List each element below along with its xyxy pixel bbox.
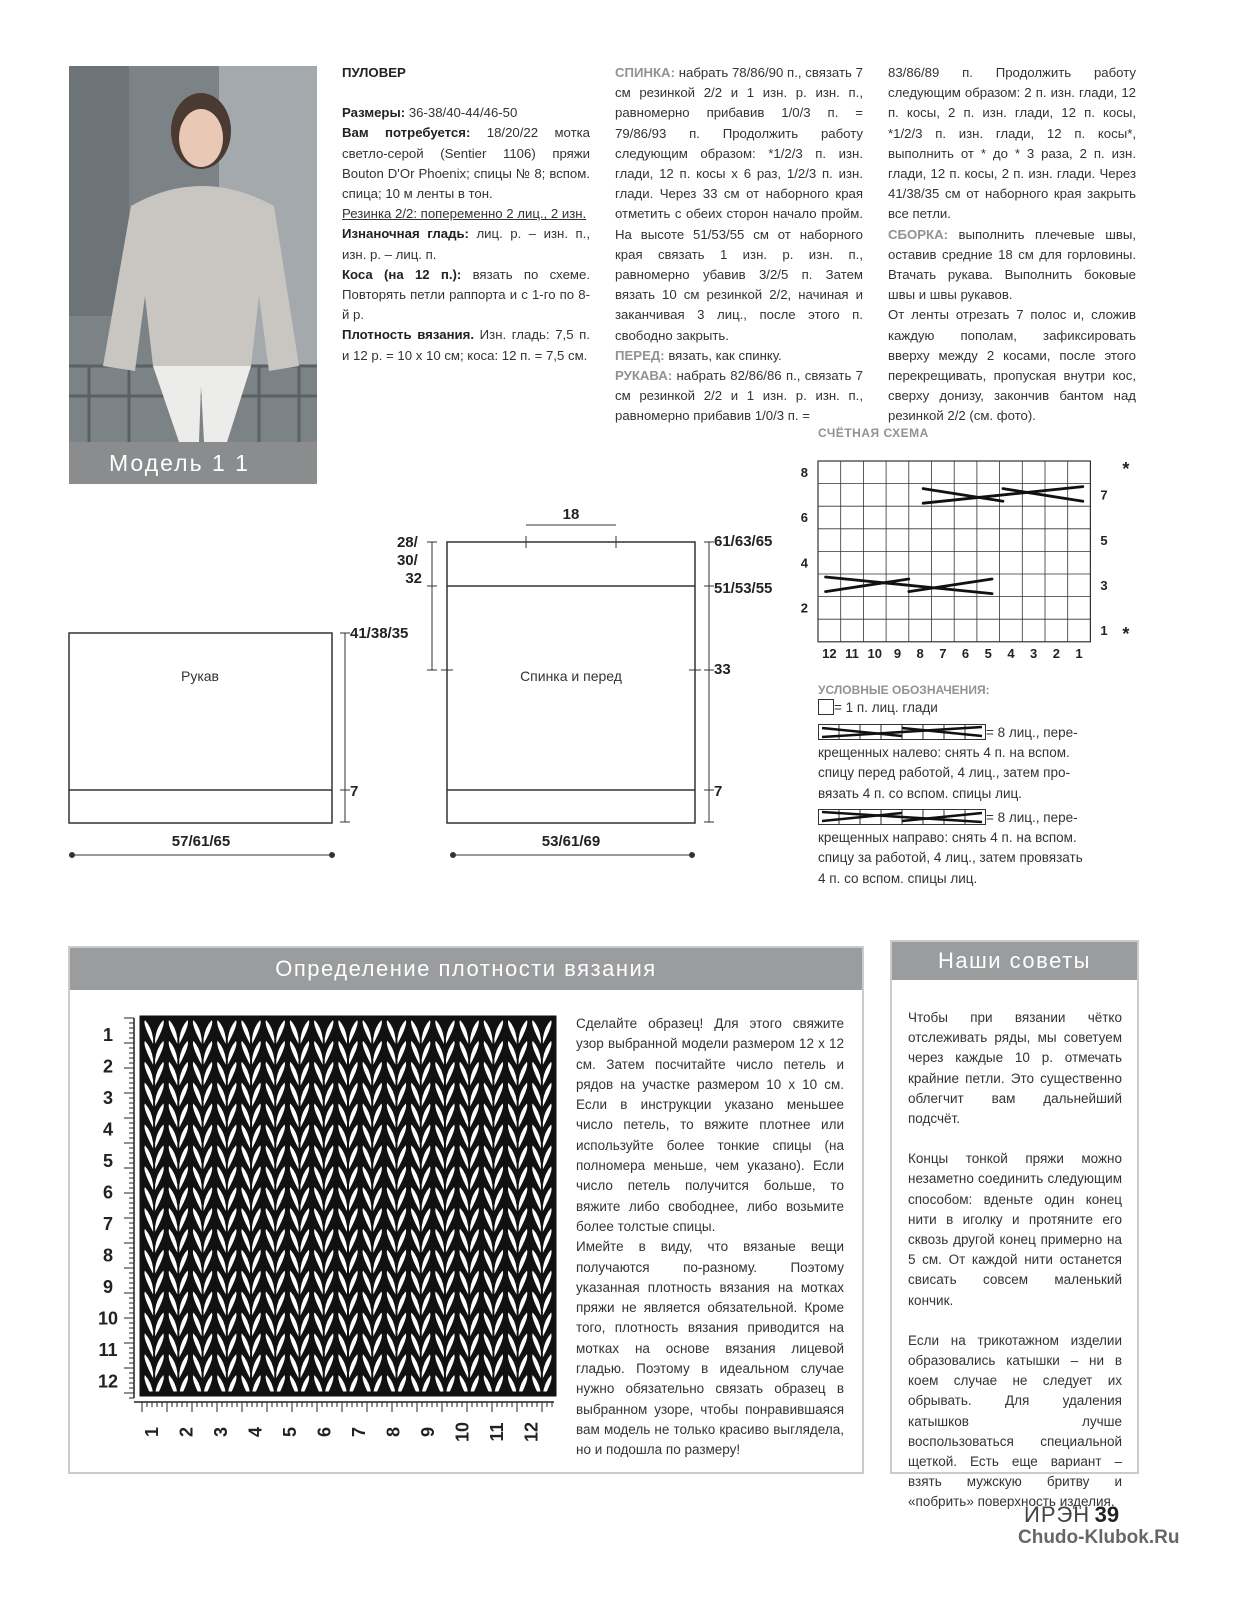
legend-item2-l1: = 8 лиц., пере- <box>986 725 1078 740</box>
legend-item-right-cross <box>818 808 1148 889</box>
cable-label: Коса (на 12 п.): <box>342 266 462 282</box>
sleeve-label: Рукав <box>181 668 219 684</box>
photo-illustration <box>69 66 317 484</box>
chart-col-number: 2 <box>1052 645 1060 661</box>
ruler-number: 7 <box>349 1426 369 1438</box>
armhole-mark-label: 33 <box>714 661 731 678</box>
ruler-number: 11 <box>98 1339 118 1360</box>
legend-item2-l3: спицу перед работой, 4 лиц., затем про- <box>818 765 1070 781</box>
garment-schematic <box>60 500 800 870</box>
column-back-front <box>615 63 863 427</box>
knit-fabric <box>142 1018 554 1399</box>
ribbon-text: От ленты отрезать 7 полос и, сложив каждую пополам, зафиксировать вверху между 2 косами, после этого перекрещивать, пропуская внутри кос, сверху донизу, закончив бантом над резинкой 2/2 (см. фото). <box>888 307 1136 424</box>
chart-col-number: 11 <box>845 645 859 661</box>
chart-col-number: 6 <box>961 645 970 661</box>
tip-3: Если на трикотажном изделии образовались катышки – ни в коем случае не следует их обрывать. Для удаления катышков лучше воспользоваться специальной щеткой. Есть еще вариант – взять мужскую бритву и «побрить» поверхность изделия. <box>908 1332 1122 1510</box>
ruler-left <box>98 1018 134 1398</box>
density-title: Определение плотности вязания <box>70 948 862 990</box>
ruler-number: 10 <box>97 1308 119 1329</box>
magazine-name: ИРЭН <box>1024 1502 1091 1527</box>
sleeves-text: набрать 82/86/86 п., связать 7 см резинкой 2/2 и 1 изн. р. изн. п., равномерно прибавив 1/0/3 п. = <box>615 368 863 424</box>
density-text <box>576 1014 844 1461</box>
chart-row-number: 8 <box>800 465 808 480</box>
ruler-number: 1 <box>102 1024 114 1045</box>
need-label: Вам потребуется: <box>342 125 471 141</box>
legend-title: УСЛОВНЫЕ ОБОЗНАЧЕНИЯ: <box>818 683 990 697</box>
ruler-number: 11 <box>487 1422 507 1442</box>
ruler-number: 4 <box>102 1119 114 1140</box>
neck-width-label: 18 <box>562 506 580 523</box>
chart-star: * <box>1122 459 1130 479</box>
sleeve-shape <box>69 633 332 823</box>
sleeves-continued: 83/86/89 п. Продолжить работу следующим образом: 2 п. изн. глади, 12 п. косы, 2 п. изн. глади, 12 п. косы, *1/2/3 п. изн. глади, 12 п. косы*, выполнить от * до * 3 раза, 2 п. изн. глади, 12 п. косы, 2 п. изн. глади. Через 41/38/35 см от наборного края закрыть все петли. <box>888 65 1136 222</box>
stitch-swatch <box>90 1014 560 1454</box>
legend-item2-l2: крещенных налево: снять 4 п. на вспом. <box>818 745 1070 761</box>
legend-item2-l4: вязать 4 п. со вспом. спицы лиц. <box>818 785 1022 801</box>
purl-value: лиц. р. – изн. п., изн. р. – лиц. п. <box>342 226 590 262</box>
chart-row-number: 2 <box>800 600 808 616</box>
ruler-number: 6 <box>102 1182 114 1203</box>
left-cross-icon <box>818 724 986 740</box>
density-p2: Имейте в виду, что вязаные вещи получаются по-разному. Поэтому указанная плотность вязания на мотках пряжи не является обязательной. Кроме того, плотность вязания приводится на мотках на основе вязания лицевой гладью. Поэтому в идеальном случае нужно обязательно связать образец в выбранном узоре, чтобы понравившаяся вам модель не только красиво выглядела, но и подошла по размеру! <box>576 1239 844 1458</box>
counting-chart <box>790 455 1150 665</box>
legend-item1-text: = 1 п. лиц. глади <box>834 700 938 715</box>
ruler-number: 2 <box>176 1426 197 1438</box>
chart-row-number: 1 <box>1100 623 1108 639</box>
chart-col-number: 3 <box>1030 645 1038 661</box>
sleeve-rib-label: 7 <box>350 783 359 800</box>
column-assembly <box>888 63 1136 427</box>
chart-col-number: 12 <box>822 645 837 661</box>
front-label: ПЕРЕД: <box>615 347 665 363</box>
ruler-number: 8 <box>102 1245 114 1266</box>
chart-row-number: 4 <box>800 555 808 571</box>
ruler-number: 5 <box>280 1426 300 1438</box>
chart-col-number: 4 <box>1007 645 1015 661</box>
gauge-label: Плотность вязания. <box>342 327 475 343</box>
armhole-height-label: 51/53/55 <box>714 580 773 597</box>
chart-col-number: 7 <box>939 645 947 661</box>
footer-brand-block <box>1024 1502 1119 1528</box>
ruler-number: 10 <box>452 1421 473 1443</box>
body-rib-label: 7 <box>714 783 723 800</box>
chart-col-number: 1 <box>1075 645 1083 661</box>
sizes-label: Размеры: <box>342 105 406 121</box>
neck-rib-label: 28/ 30/ 32 <box>396 534 422 587</box>
cable-value: вязать по схеме. Повторять петли раппорта и с 1-го по 8-й р. <box>342 266 591 323</box>
ruler-number: 7 <box>102 1213 114 1234</box>
right-cross-icon <box>818 809 986 825</box>
chart-grid <box>818 461 1090 642</box>
chart-col-number: 10 <box>867 645 882 661</box>
ruler-number: 3 <box>211 1426 231 1438</box>
sizes-value: 36-38/40-44/46-50 <box>408 105 518 121</box>
gauge-value: Изн. гладь: 7,5 п. и 12 р. = 10 х 10 см; коса: 12 п. = 7,5 см. <box>342 327 590 363</box>
legend-item3-l2: крещенных направо: снять 4 п. на вспом. <box>818 830 1077 846</box>
body-width-label: 53/61/69 <box>541 833 601 850</box>
density-p1: Сделайте образец! Для этого свяжите узор выбранной модели размером 12 х 12 см. Затем посчитайте число петель и рядов на участке размером 10 х 10 см. Если в инструкции указано меньшее число петель, то вяжите плотнее или используйте более тонкие спицы (на полномера меньше, чем указано). Если число петель получится больше, то вяжите либо свободнее, либо возьмите более толстые спицы. <box>576 1016 844 1234</box>
chart-row-number: 3 <box>1100 578 1108 593</box>
tips-title: Наши советы <box>892 942 1137 980</box>
ruler-number: 9 <box>102 1276 114 1297</box>
sleeves-label: РУКАВА: <box>615 368 673 384</box>
tip-1: Чтобы при вязании чётко отслеживать ряды, мы советуем через каждые 10 р. отмечать крайние петли. Это существенно облегчит вам дальнейший подсчёт. <box>908 1010 1122 1127</box>
legend-item-plain <box>818 698 1138 718</box>
ruler-number: 5 <box>102 1150 114 1171</box>
column-materials <box>342 63 590 366</box>
top-height-label: 61/63/65 <box>714 533 773 550</box>
chart-col-number: 8 <box>916 645 924 661</box>
rib-label: Резинка 2/2: попеременно 2 лиц., 2 изн. <box>342 206 587 222</box>
ruler-number: 8 <box>383 1426 404 1438</box>
chart-col-number: 9 <box>893 645 902 661</box>
chart-title: СЧЁТНАЯ СХЕМА <box>818 426 929 440</box>
legend-item-left-cross <box>818 723 1148 804</box>
tip-2: Концы тонкой пряжи можно незаметно соединить следующим способом: вденьте один конец нити в иголку и протяните его сквозь другой конец примерно на 5 см. От каждой нити останется свисать совсем маленький кончик. <box>908 1151 1122 1308</box>
back-text: набрать 78/86/90 п., связать 7 см резинкой 2/2 и 1 изн. р. изн. п., равномерно прибавив 1/0/3 п. = 79/86/93 п. Продолжить работу следующим образом: *1/2/3 п. изн. глади, 12 п. косы х 6 раз, 1/2/3 п. изн. глади. Через 33 см от наборного края отметить с обеих сторон начало пройм. На высоте 51/53/55 см от наборного края связать 1 изн. р. изн. п., равномерно убавив 3/2/5 п. Затем вязать 10 см резинкой 2/2, начиная и заканчивая 3 лиц., после этого п. свободно закрыть. <box>615 65 863 343</box>
ruler-number: 3 <box>102 1087 114 1108</box>
assembly-text: выполнить плечевые швы, оставив средние 18 см для горловины. Втачать рукава. Выполнить боковые швы и швы рукавов. <box>888 226 1136 303</box>
chart-row-number: 5 <box>1100 532 1108 548</box>
tips-panel <box>890 940 1139 1510</box>
site-watermark: Chudo-Klubok.Ru <box>1018 1527 1180 1548</box>
sleeve-height-label: 41/38/35 <box>350 625 409 642</box>
chart-star: * <box>1122 623 1130 644</box>
ruler-number: 12 <box>521 1421 542 1443</box>
sleeve-width-label: 57/61/65 <box>171 833 231 850</box>
ruler-number: 2 <box>102 1056 114 1077</box>
plain-stitch-icon <box>818 699 834 715</box>
purl-label: Изнаночная гладь: <box>342 226 469 242</box>
legend-item3-l3: спицу за работой, 4 лиц., затем провязать <box>818 850 1083 866</box>
body-label: Спинка и перед <box>520 668 622 684</box>
ruler-number: 6 <box>314 1426 335 1438</box>
ruler-number: 12 <box>97 1371 119 1392</box>
tips-text <box>908 1008 1122 1533</box>
legend-item3-l4: 4 п. со вспом. спицы лиц. <box>818 870 978 886</box>
need-value: 18/20/22 мотка светло-серой (Sentier 1106) пряжи Bouton D'Or Phoenix; спицы № 8; вспом. спица; 10 м ленты в тон. <box>342 125 591 202</box>
back-label: СПИНКА: <box>615 65 675 80</box>
ruler-number: 9 <box>418 1426 438 1438</box>
chart-row-number: 7 <box>1100 487 1108 503</box>
legend-item3-l1: = 8 лиц., пере- <box>986 810 1078 825</box>
model-label: Модель 1 1 <box>69 442 317 484</box>
ruler-bottom <box>134 1402 554 1442</box>
chart-row-number: 6 <box>800 510 808 526</box>
ruler-number: 4 <box>245 1426 266 1438</box>
model-photo <box>69 66 317 484</box>
density-panel <box>68 946 864 1474</box>
front-text: вязать, как спинку. <box>668 347 782 363</box>
page-number: 39 <box>1094 1502 1120 1527</box>
chart-col-number: 5 <box>984 645 992 661</box>
ruler-number: 1 <box>142 1426 162 1438</box>
article-title: ПУЛОВЕР <box>342 65 406 80</box>
assembly-label: СБОРКА: <box>888 226 949 242</box>
